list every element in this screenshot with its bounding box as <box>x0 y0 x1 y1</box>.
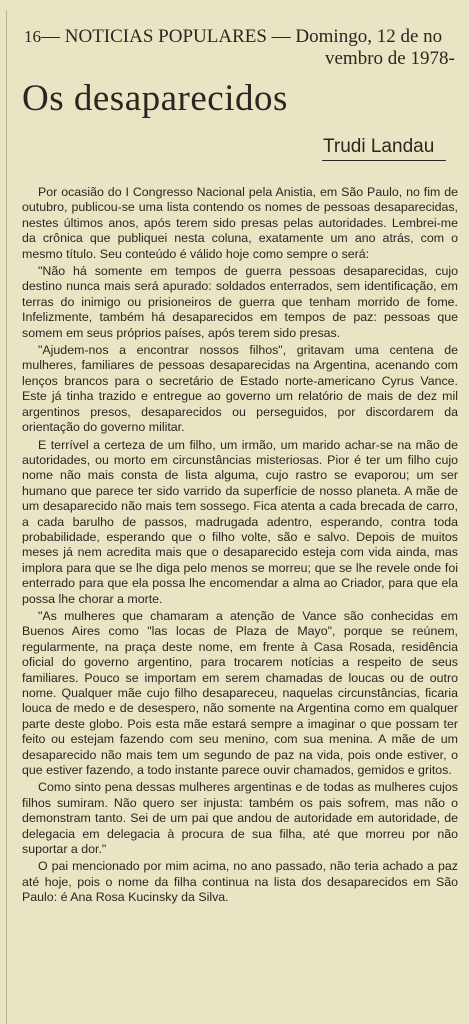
date-continuation: vembro de 1978- <box>325 48 455 69</box>
page-fold-line <box>6 10 7 1024</box>
paragraph: Por ocasião do I Congresso Nacional pela Anistia, em São Paulo, no fim de outubro, publicou-se uma lista contendo os nomes de pessoas desaparecidas, nestes últimos anos, após terem sido presas pelas autoridades. Lembrei-me da crônica que publiquei nesta coluna, exatamente um ano atrás, com o mesmo título. Seu conteúdo é válido hoje como sempre o será: <box>22 185 458 261</box>
article-author: Trudi Landau <box>323 136 435 157</box>
paragraph: "As mulheres que chamaram a atenção de Vance são conhecidas em Buenos Aires como "las locas de Plaza de Mayo", porque se reúnem, regularmente, na praça deste nome, em frente à Casa Rosada, residência oficial do governo argentino, para trocarem notícias a respeito de seus familiares. Pouco se importam em serem chamadas de loucas ou de outro nome. Qualquer mãe cujo filho desapareceu, naquelas circunstâncias, ficaria louca de medo e de desespero, não somente na Argentina como em qualquer parte deste globo. Pois esta mãe estará sempre a imaginar o que possam ter feito ou estejam fazendo com seu menino, com sua menina. A mãe de um desaparecido não mais tem um segundo de paz na vida, pois onde estiver, o que estiver fazendo, a todo instante parece ouvir chamados, gemidos e gritos. <box>22 608 458 778</box>
paragraph: E terrível a certeza de um filho, um irmão, um marido achar-se na mão de autoridades, ou morto em circunstâncias misteriosas. Pior é ter um filho cujo nome não mais consta de lista alguma, cujo rastro se evaporou; um ser humano que parece ter sido varrido da superfície de nosso planeta. A mãe de um desaparecido não mais tem sossego. Fica atenta a cada brecada de carro, a cada barulho de passos, madrugada adentro, esperando, contra toda probabilidade, esperando que o filho volte, são e salvo. Depois de muitos meses já nem acredita mais que o desaparecido esteja com vida ainda, mas implora para que se lhe diga pelo menos se morreu; que se lhe revele onde foi enterrado para que ela possa lhe encomendar a alma ao Criador, para que ela possa lhe chorar a morte. <box>22 437 458 606</box>
paragraph: O pai mencionado por mim acima, no ano passado, não teria achado a paz até hoje, pois o nome da filha continua na lista dos desaparecidos em São Paulo: é Ana Rosa Kucinsky da Silva. <box>22 859 458 905</box>
page-header <box>24 26 464 48</box>
paragraph: Como sinto pena dessas mulheres argentinas e de todas as mulheres cujos filhos sumiram. Não quero ser injusta: também os pais sofrem, mas não o demonstram tanto. Sei de um pai que andou de autoridade em autoridade, de delegacia em delegacia à procura de sua filha, até que morreu por não suportar a dor." <box>22 780 458 857</box>
author-underline <box>322 160 446 161</box>
paragraph: "Não há somente em tempos de guerra pessoas desaparecidas, cujo destino nunca mais será apurado: soldados enterrados, sem identificação, em terras do inimigo ou prisioneiros de guerra que tenham morrido de fome. Infelizmente, também há desaparecidos em tempos de paz: pessoas que somem em seus próprios países, após terem sido presas. <box>22 264 458 340</box>
article-body <box>22 185 458 908</box>
paragraph: "Ajudem-nos a encontrar nossos filhos", gritavam uma centena de mulheres, familiares de pessoas desaparecidas na Argentina, acenando com lenços brancos para o secretário de Estado norte-americano Cyrus Vance. Este já tinha trazido e entregue ao governo um relatório de mais de dez mil argentinos presos, desaparecidos ou perseguidos, por discordarem da orientação do governo militar. <box>22 343 458 435</box>
article-title: Os desaparecidos <box>22 78 288 119</box>
publication-line: — NOTICIAS POPULARES — Domingo, 12 de no <box>41 26 443 47</box>
page-number: 16 <box>24 27 41 46</box>
